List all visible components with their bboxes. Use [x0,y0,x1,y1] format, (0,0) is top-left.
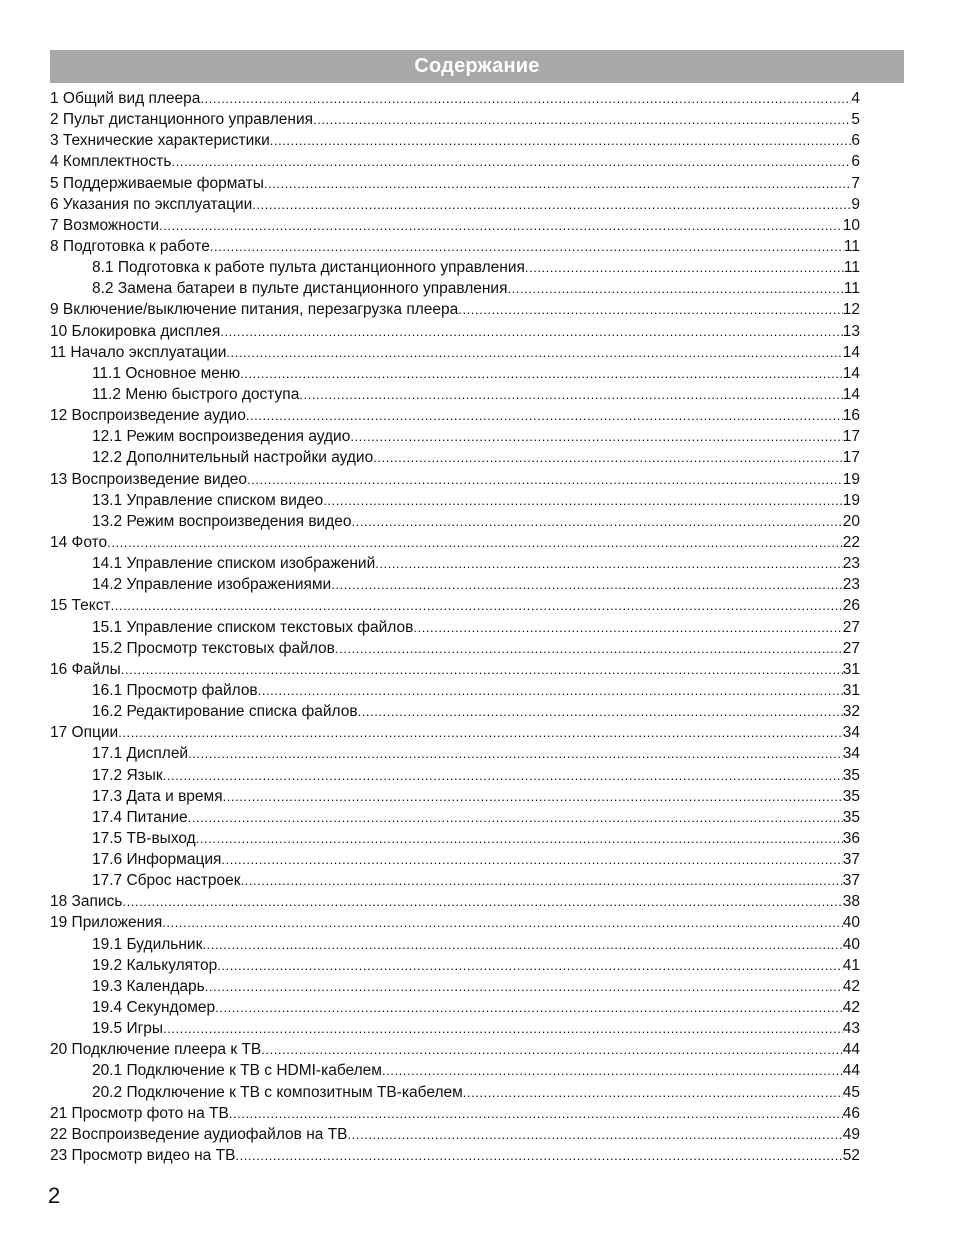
toc-subentry[interactable] [50,680,860,701]
toc-dot-leader [163,765,843,786]
page-number: 2 [48,1183,61,1208]
toc-subentry[interactable] [50,849,860,870]
table-of-contents [50,88,860,1166]
toc-entry[interactable] [50,532,860,553]
toc-entry-label: 17.6 Информация [92,851,222,869]
toc-entry-page: 4 [851,90,860,107]
toc-entry-label: 17.5 ТВ-выход [92,829,196,847]
toc-entry-label: 7 Возможности [50,216,159,234]
toc-entry[interactable] [50,722,860,743]
toc-entry[interactable] [50,1145,860,1166]
toc-entry-label: 14.1 Управление списком изображений [92,555,376,573]
toc-entry-page: 31 [842,681,860,699]
toc-dot-leader [240,363,843,384]
toc-subentry[interactable] [50,638,860,659]
toc-subentry[interactable] [50,447,860,468]
toc-entry-page: 42 [842,977,860,995]
toc-entry-page: 5 [851,111,860,129]
toc-subentry[interactable] [50,1018,860,1039]
toc-dot-leader [261,1039,842,1060]
toc-entry-label: 15.1 Управление списком текстовых файлов [92,618,414,636]
toc-entry-page: 38 [842,893,860,911]
toc-subentry[interactable] [50,278,860,299]
toc-entry-page: 26 [842,597,860,615]
toc-subentry[interactable] [50,617,860,638]
toc-entry-page: 14 [842,343,860,361]
toc-title: Содержание [414,55,540,77]
toc-dot-leader [508,278,844,299]
toc-entry-label: 16 Файлы [50,660,121,678]
toc-entry-page: 17 [842,428,860,446]
toc-entry-label: 8 Подготовка к работе [50,237,210,255]
toc-dot-leader [246,405,843,426]
toc-entry-label: 4 Комплектность [50,153,172,171]
toc-dot-leader [202,934,842,955]
toc-dot-leader [159,215,843,236]
toc-dot-leader [229,1103,843,1124]
toc-entry-page: 23 [842,555,860,573]
toc-entry-page: 19 [842,470,860,488]
toc-entry-page: 42 [842,999,860,1017]
toc-entry-page: 13 [842,322,860,340]
toc-entry-page: 7 [851,174,860,192]
toc-subentry[interactable] [50,257,860,278]
toc-entry[interactable] [50,912,860,933]
toc-entry[interactable] [50,88,860,109]
toc-entry[interactable] [50,469,860,490]
toc-entry-label: 20.1 Подключение к ТВ с HDMI-кабелем [92,1062,382,1080]
toc-entry-label: 15.2 Просмотр текстовых файлов [92,639,335,657]
toc-dot-leader [458,299,842,320]
toc-subentry[interactable] [50,786,860,807]
toc-dot-leader [220,321,842,342]
toc-dot-leader [200,88,851,109]
toc-entry-page: 34 [842,745,860,763]
toc-entry-label: 13.2 Режим воспроизведения видео [92,512,352,530]
toc-dot-leader [188,743,843,764]
toc-entry[interactable] [50,659,860,680]
toc-dot-leader [196,828,843,849]
toc-entry-page: 45 [842,1083,860,1101]
toc-entry-page: 11 [843,237,860,255]
toc-entry[interactable] [50,109,860,130]
toc-entry-page: 10 [842,216,860,234]
toc-subentry[interactable] [50,384,860,405]
toc-subentry[interactable] [50,426,860,447]
toc-entry-page: 34 [842,724,860,742]
toc-entry-page: 32 [842,703,860,721]
toc-entry-page: 37 [842,851,860,869]
toc-entry-page: 9 [851,195,860,213]
toc-subentry[interactable] [50,934,860,955]
toc-entry-page: 40 [842,914,860,932]
toc-dot-leader [118,722,843,743]
toc-dot-leader [335,638,843,659]
toc-entry-label: 20 Подключение плеера к ТВ [50,1041,262,1059]
toc-entry-page: 16 [842,407,860,425]
toc-entry-label: 19.5 Игры [92,1020,164,1038]
toc-entry-label: 17.2 Язык [92,766,163,784]
toc-subentry[interactable] [50,828,860,849]
toc-entry-page: 20 [842,512,860,530]
toc-entry-page: 12 [842,301,860,319]
toc-entry-label: 14.2 Управление изображениями [92,576,332,594]
toc-entry-page: 35 [842,787,860,805]
toc-entry[interactable] [50,405,860,426]
toc-dot-leader [252,194,851,215]
toc-dot-leader [331,574,843,595]
toc-dot-leader [375,553,843,574]
toc-entry[interactable] [50,173,860,194]
toc-entry-label: 5 Поддерживаемые форматы [50,174,264,192]
toc-entry-label: 17.3 Дата и время [92,787,223,805]
toc-subentry[interactable] [50,743,860,764]
toc-entry-page: 35 [842,808,860,826]
toc-subentry[interactable] [50,870,860,891]
toc-subentry[interactable] [50,701,860,722]
toc-dot-leader [217,955,843,976]
toc-subentry[interactable] [50,1060,860,1081]
toc-entry-label: 11 Начало эксплуатации [50,343,227,361]
toc-entry-page: 36 [842,829,860,847]
toc-entry-page: 52 [842,1147,860,1165]
toc-subentry[interactable] [50,553,860,574]
toc-entry-page: 11 [843,259,860,277]
toc-dot-leader [188,807,843,828]
toc-dot-leader [358,701,843,722]
toc-entry[interactable] [50,342,860,363]
toc-entry-page: 27 [842,639,860,657]
toc-entry-label: 16.1 Просмотр файлов [92,681,258,699]
toc-dot-leader [247,469,843,490]
toc-entry[interactable] [50,891,860,912]
toc-dot-leader [525,257,844,278]
toc-subentry[interactable] [50,997,860,1018]
toc-subentry[interactable] [50,490,860,511]
toc-dot-leader [221,849,842,870]
toc-entry-label: 17.1 Дисплей [92,745,189,763]
toc-entry[interactable] [50,151,860,172]
toc-entry-label: 16.2 Редактирование списка файлов [92,703,358,721]
toc-entry-label: 21 Просмотр фото на ТВ [50,1104,229,1122]
toc-entry-page: 14 [842,364,860,382]
toc-subentry[interactable] [50,511,860,532]
toc-entry-label: 19 Приложения [50,914,163,932]
toc-entry-label: 6 Указания по эксплуатации [50,195,253,213]
toc-dot-leader [463,1082,843,1103]
toc-entry-label: 12 Воспроизведение аудио [50,407,246,425]
toc-entry-label: 11.1 Основное меню [92,364,241,382]
toc-entry[interactable] [50,299,860,320]
toc-entry[interactable] [50,595,860,616]
toc-entry-label: 1 Общий вид плеера [50,90,201,107]
toc-dot-leader [382,1060,843,1081]
toc-dot-leader [235,1145,842,1166]
toc-entry-label: 19.4 Секундомер [92,999,216,1017]
toc-entry-label: 14 Фото [50,533,108,551]
toc-entry-page: 44 [842,1041,860,1059]
toc-entry-label: 8.1 Подготовка к работе пульта дистанционного управления [92,259,525,277]
toc-subentry[interactable] [50,807,860,828]
toc-dot-leader [162,912,843,933]
toc-dot-leader [223,786,843,807]
toc-entry-page: 41 [842,956,860,974]
toc-dot-leader [171,151,851,172]
toc-entry[interactable] [50,194,860,215]
toc-entry-label: 11.2 Меню быстрого доступа [92,385,300,403]
toc-entry-label: 15 Текст [50,597,111,615]
toc-entry-label: 22 Воспроизведение аудиофайлов на ТВ [50,1125,348,1143]
toc-dot-leader [348,1124,843,1145]
toc-entry-label: 13 Воспроизведение видео [50,470,247,488]
toc-subentry[interactable] [50,765,860,786]
toc-subentry[interactable] [50,955,860,976]
toc-entry-label: 19.2 Калькулятор [92,956,218,974]
toc-entry-page: 23 [842,576,860,594]
toc-dot-leader [323,490,843,511]
toc-entry-label: 20.2 Подключение к ТВ с композитным ТВ-кабелем [92,1083,463,1101]
toc-dot-leader [373,447,843,468]
toc-entry-label: 8.2 Замена батареи в пульте дистанционного управления [92,280,508,298]
toc-entry-page: 35 [842,766,860,784]
toc-entry-page: 40 [842,935,860,953]
toc-dot-leader [215,997,843,1018]
toc-entry-page: 14 [842,385,860,403]
toc-entry-label: 19.1 Будильник [92,935,203,953]
toc-entry[interactable] [50,1103,860,1124]
toc-dot-leader [352,511,843,532]
toc-entry-label: 2 Пульт дистанционного управления [50,111,314,129]
toc-entry-page: 31 [842,660,860,678]
toc-entry-label: 17.4 Питание [92,808,188,826]
toc-dot-leader [313,109,851,130]
toc-dot-leader [163,1018,843,1039]
toc-dot-leader [241,870,843,891]
toc-entry-label: 9 Включение/выключение питания, перезагрузка плеера [50,301,459,319]
toc-dot-leader [122,891,842,912]
toc-entry[interactable] [50,215,860,236]
toc-entry-page: 11 [843,280,860,298]
toc-entry-label: 13.1 Управление списком видео [92,491,324,509]
toc-entry-label: 10 Блокировка дисплея [50,322,221,340]
toc-dot-leader [210,236,844,257]
toc-dot-leader [258,680,843,701]
toc-subentry[interactable] [50,363,860,384]
toc-entry-page: 49 [842,1125,860,1143]
toc-entry-label: 19.3 Календарь [92,977,205,995]
toc-entry-label: 12.2 Дополнительный настройки аудио [92,449,374,467]
toc-entry[interactable] [50,1124,860,1145]
toc-subentry[interactable] [50,1082,860,1103]
toc-entry-page: 46 [842,1104,860,1122]
toc-entry[interactable] [50,321,860,342]
toc-entry-label: 3 Технические характеристики [50,132,270,150]
toc-dot-leader [264,173,851,194]
toc-entry-page: 17 [842,449,860,467]
toc-dot-leader [270,130,852,151]
toc-entry-label: 18 Запись [50,893,123,911]
toc-entry-label: 17 Опции [50,724,119,742]
toc-title-bar [50,50,904,83]
toc-entry[interactable] [50,236,860,257]
toc-dot-leader [205,976,843,997]
toc-entry-page: 19 [842,491,860,509]
toc-dot-leader [299,384,842,405]
toc-dot-leader [121,659,843,680]
toc-entry-page: 44 [842,1062,860,1080]
toc-entry-page: 27 [842,618,860,636]
toc-entry-label: 17.7 Сброс настроек [92,872,241,890]
toc-dot-leader [226,342,842,363]
toc-dot-leader [350,426,842,447]
toc-entry[interactable] [50,130,860,151]
toc-dot-leader [111,595,843,616]
toc-entry-page: 22 [842,533,860,551]
toc-entry-label: 12.1 Режим воспроизведения аудио [92,428,351,446]
toc-entry[interactable] [50,1039,860,1060]
toc-entry-label: 23 Просмотр видео на ТВ [50,1147,236,1165]
toc-dot-leader [107,532,843,553]
toc-entry-page: 37 [842,872,860,890]
toc-entry-page: 6 [851,153,860,171]
toc-entry-page: 43 [842,1020,860,1038]
toc-entry-page: 6 [851,132,860,150]
toc-subentry[interactable] [50,574,860,595]
toc-dot-leader [413,617,842,638]
toc-subentry[interactable] [50,976,860,997]
